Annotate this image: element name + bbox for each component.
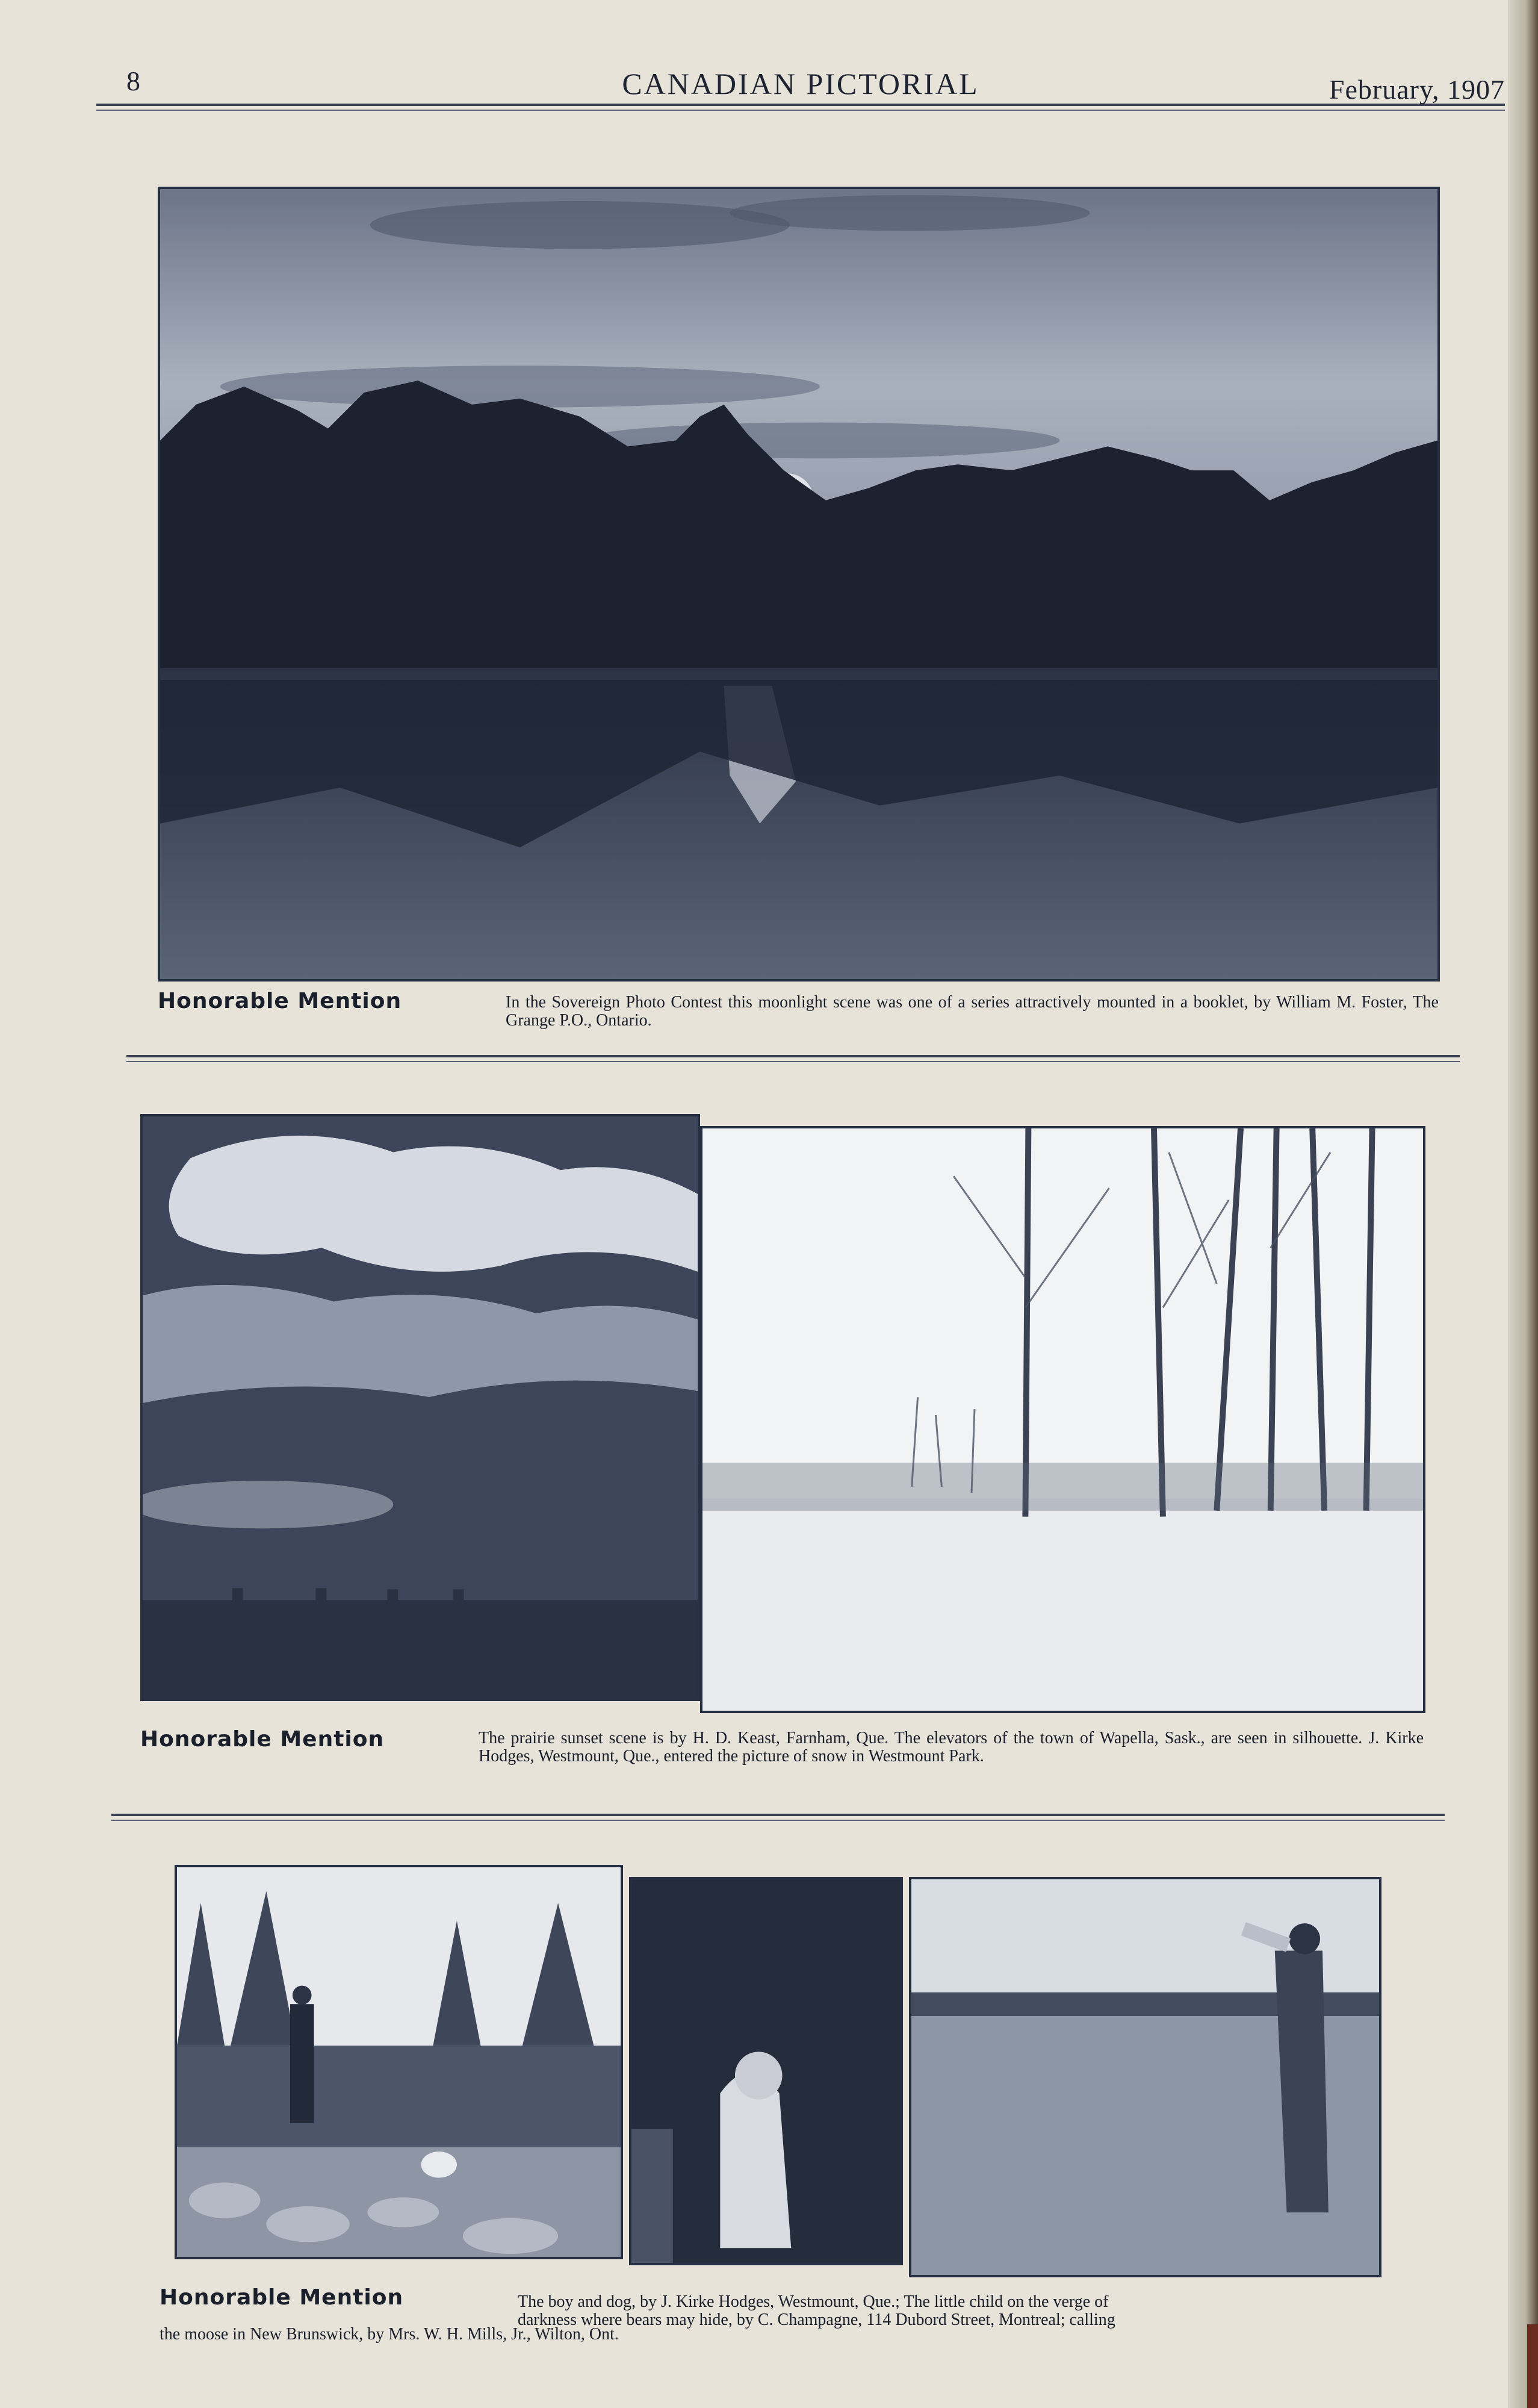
- section-rule-2: [111, 1814, 1445, 1816]
- header-rule: [96, 104, 1505, 106]
- publication-title: CANADIAN PICTORIAL: [622, 67, 979, 101]
- section-rule-1: [126, 1055, 1460, 1057]
- moose-calling-photo: [909, 1877, 1381, 2277]
- honorable-mention-label-1: Honorable Mention: [158, 989, 402, 1013]
- section-rule-1-lower: [126, 1061, 1460, 1062]
- caption-line-2: darkness where bears may hide, by C. Champagne, 114 Dubord Street, Montreal; calling: [518, 2310, 1115, 2329]
- page-number: 8: [126, 66, 140, 96]
- caption-moonlight: In the Sovereign Photo Contest this moonlight scene was one of a series attractively mounted in a booklet, by William M. Foster, The Grange P.O., Ontario.: [506, 993, 1439, 1030]
- caption-sunset-snow: The prairie sunset scene is by H. D. Keast, Farnham, Que. The elevators of the town of Wapella, Sask., are seen in silhouette. J. Kirke Hodges, Westmount, Que., entered the picture of snow in Westmount Park.: [479, 1729, 1424, 1766]
- honorable-mention-label-3: Honorable Mention: [160, 2285, 404, 2310]
- child-doorway-photo: [629, 1877, 903, 2265]
- honorable-mention-label-2: Honorable Mention: [140, 1727, 385, 1752]
- snow-park-photo: [700, 1126, 1425, 1713]
- section-rule-2-lower: [111, 1820, 1445, 1821]
- page-edge: [1508, 0, 1538, 2408]
- prairie-sunset-photo: [140, 1114, 700, 1701]
- header-rule-lower: [96, 110, 1505, 111]
- issue-date: February, 1907: [1329, 74, 1505, 105]
- page-edge-binding: [1527, 2324, 1538, 2408]
- caption-line-3: the moose in New Brunswick, by Mrs. W. H. Mills, Jr., Wilton, Ont.: [160, 2325, 619, 2344]
- moonlight-lake-photo: [158, 187, 1440, 982]
- caption-line-1: The boy and dog, by J. Kirke Hodges, Westmount, Que.; The little child on the verge of: [518, 2292, 1109, 2311]
- page-header: [96, 60, 1505, 108]
- boy-and-dog-photo: [175, 1865, 623, 2259]
